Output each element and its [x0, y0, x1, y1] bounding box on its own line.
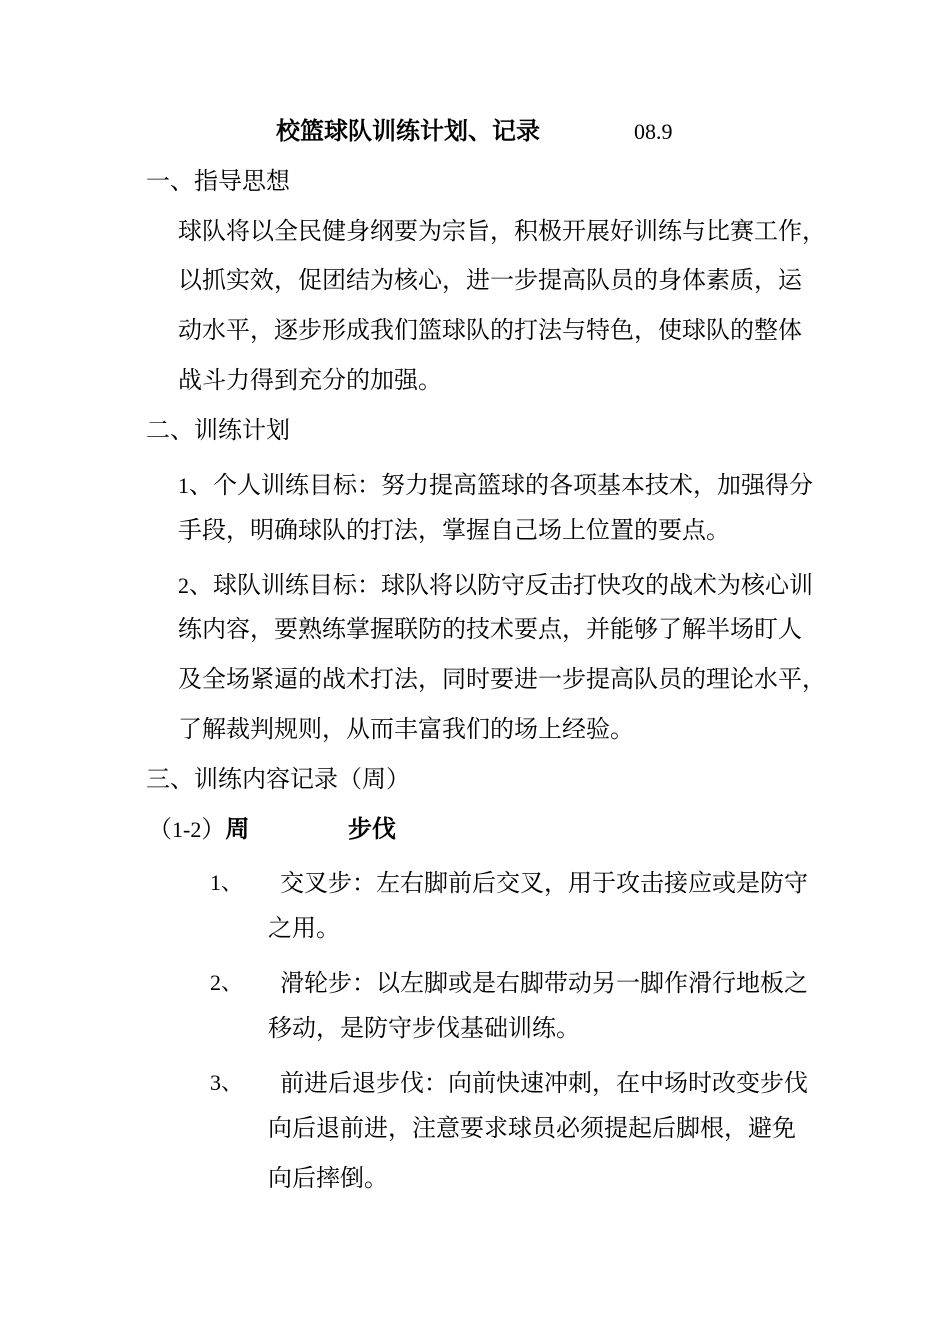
section1-line-3: 动水平，逐步形成我们篮球队的打法与特色，使球队的整体	[178, 316, 802, 344]
item3-line-2: 向后退前进，注意要求球员必须提起后脚根，避免	[268, 1114, 796, 1142]
goal2-number: 2	[178, 573, 189, 598]
section1-line-2: 以抓实效，促团结为核心，进一步提高队员的身体素质，运	[178, 266, 802, 294]
goal2-line-2: 练内容，要熟练掌握联防的技术要点，并能够了解半场盯人	[178, 615, 802, 643]
goal1-line-2: 手段，明确球队的打法，掌握自己场上位置的要点。	[178, 516, 730, 544]
goal2-text: 、球队训练目标：球队将以防守反击打快攻的战术为核心训	[189, 571, 813, 599]
item1-line-1: 交叉步：左右脚前后交叉，用于攻击接应或是防守	[280, 869, 808, 897]
item3-line-3: 向后摔倒。	[268, 1164, 388, 1192]
goal1-line-1	[178, 470, 813, 501]
section1-line-4: 战斗力得到充分的加强。	[178, 366, 442, 394]
item1-number: 1、	[210, 870, 244, 895]
week-range: 1-2	[172, 817, 202, 842]
week-word: 周	[225, 815, 250, 843]
section-heading-training-plan: 二、训练计划	[146, 416, 290, 444]
week-label	[148, 814, 249, 845]
item3-number: 3、	[210, 1070, 244, 1095]
document-date: 08.9	[634, 119, 673, 144]
item2-line-1: 滑轮步：以左脚或是右脚带动另一脚作滑行地板之	[280, 969, 808, 997]
goal2-line-4: 了解裁判规则，从而丰富我们的场上经验。	[178, 715, 634, 743]
item2-number: 2、	[210, 970, 244, 995]
week-paren-open: （	[148, 815, 172, 843]
goal2-line-1	[178, 570, 813, 601]
week-topic: 步伐	[348, 815, 396, 843]
item2-line-2: 移动，是防守步伐基础训练。	[268, 1014, 580, 1042]
goal1-text: 、个人训练目标：努力提高篮球的各项基本技术，加强得分	[189, 471, 813, 499]
document-title: 校篮球队训练计划、记录	[276, 117, 540, 145]
item1-line-2: 之用。	[268, 914, 340, 942]
section1-line-1: 球队将以全民健身纲要为宗旨，积极开展好训练与比赛工作，	[178, 217, 826, 245]
section-heading-training-record: 三、训练内容记录（周）	[146, 765, 410, 793]
week-paren-close: ）	[201, 815, 226, 843]
goal2-line-3: 及全场紧逼的战术打法，同时要进一步提高队员的理论水平，	[178, 665, 826, 693]
section-heading-guiding-ideology: 一、指导思想	[146, 167, 290, 195]
item3-line-1: 前进后退步伐：向前快速冲刺，在中场时改变步伐	[280, 1069, 808, 1097]
goal1-number: 1	[178, 473, 189, 498]
